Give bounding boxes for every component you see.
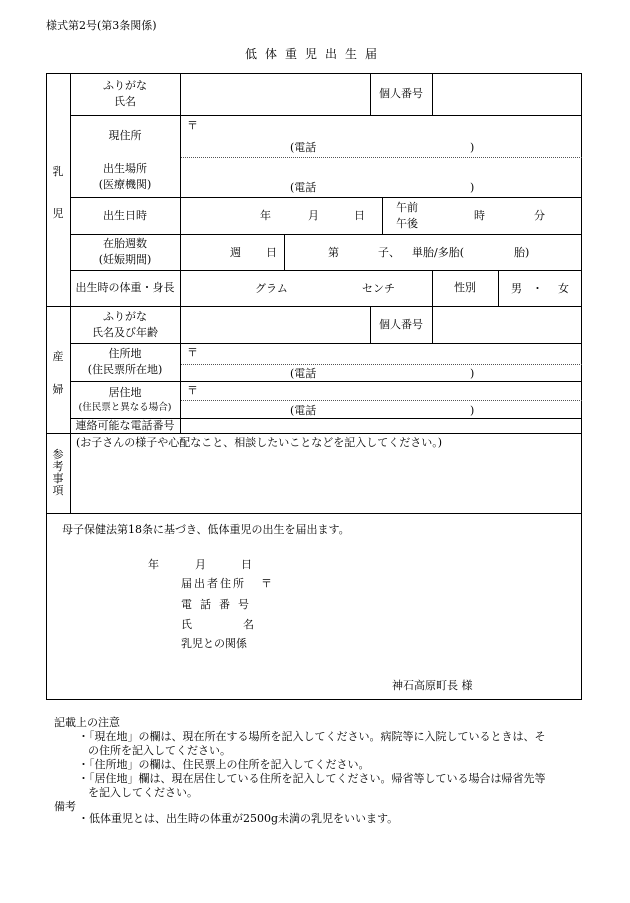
phone-close: ) <box>470 181 475 194</box>
cm-unit: センチ <box>362 282 395 295</box>
row-line-dotted <box>180 157 582 158</box>
birth-datetime-label: 出生日時 <box>103 208 147 222</box>
form-number: 様式第2号(第3条関係) <box>46 19 157 32</box>
note-line: ・「現在地」の欄は、現在所在する場所を記入してください。病院等に入院しているときは、そ <box>78 730 546 743</box>
order-prefix: 第 <box>328 246 339 259</box>
phone-number-label: 電話番号 <box>181 598 257 611</box>
phone-close: ) <box>470 367 475 380</box>
col-line <box>382 197 383 234</box>
address-text: 住所地 <box>108 347 142 361</box>
postal-mark: 〒 <box>187 119 198 132</box>
furigana-label: ふりがな <box>103 79 147 93</box>
phone-open: (電話 <box>290 404 317 417</box>
residence-text: 居住地 <box>108 385 142 399</box>
mother-name-label <box>70 306 180 343</box>
remarks-line: ・低体重児とは、出生時の体重が2500g未満の乳児をいいます。 <box>78 812 399 825</box>
postal-mark: 〒 <box>187 384 198 397</box>
days-unit: 日 <box>266 246 277 259</box>
section-mother-char2: 婦 <box>52 383 64 396</box>
sex-separator: ・ <box>532 282 543 295</box>
current-address-label: 現住所 <box>108 129 142 143</box>
date-year: 年 <box>148 558 159 571</box>
phone-close: ) <box>470 404 475 417</box>
date-day: 日 <box>241 558 252 571</box>
sex-male: 男 <box>511 282 522 295</box>
reporter-postal-mark: 〒 <box>261 577 272 590</box>
gestation-label <box>70 234 180 270</box>
infant-my-number-label: 個人番号 <box>379 87 423 101</box>
medical-inst-text: (医療機関) <box>98 178 152 191</box>
col-line <box>432 73 433 115</box>
col-line <box>284 234 285 270</box>
furigana-label: ふりがな <box>103 309 147 323</box>
ref-char: 項 <box>52 484 64 497</box>
residence-sub-text: (住民票と異なる場合) <box>78 401 172 413</box>
gestation-text: 在胎週数 <box>103 237 147 251</box>
year-unit: 年 <box>260 209 271 222</box>
reporter-address-label: 届出者住所 <box>181 577 246 590</box>
row-line-dotted <box>180 364 582 365</box>
day-unit: 日 <box>354 209 365 222</box>
form-title: 低体重児出生届 <box>244 47 385 61</box>
note-line: を記入してください。 <box>88 786 198 799</box>
note-line: ・「居住地」欄は、現在居住している住所を記入してください。帰省等している場合は帰省先等 <box>78 772 546 785</box>
am-label: 午前 <box>396 201 418 214</box>
grams-unit: グラム <box>255 282 288 295</box>
birth-weight-height-label: 出生時の体重・身長 <box>75 281 175 295</box>
reference-hint: (お子さんの様子や心配なこと、相談したいことなどを記入してください。) <box>76 436 443 449</box>
minute-unit: 分 <box>534 209 545 222</box>
sex-label: 性別 <box>454 281 476 295</box>
phone-close: ) <box>470 141 475 154</box>
address-label <box>70 343 180 381</box>
name-label: 氏名 <box>114 95 136 108</box>
ref-char: 考 <box>52 460 64 473</box>
note-line: の住所を記入してください。 <box>88 744 231 757</box>
name-label-a: 氏 <box>181 618 192 631</box>
pm-label: 午後 <box>396 217 418 230</box>
ref-char: 参 <box>52 448 64 461</box>
section-infant-char2: 児 <box>52 207 64 220</box>
mother-my-number-label: 個人番号 <box>379 317 423 331</box>
birthplace-label <box>70 157 180 197</box>
remarks-heading: 備考 <box>54 800 76 813</box>
note-line: ・「住所地」の欄は、住民票上の住所を記入してください。 <box>78 758 370 771</box>
phone-open: (電話 <box>290 367 317 380</box>
section-mother-char1: 産 <box>52 350 64 363</box>
section-infant-char1: 乳 <box>52 165 64 178</box>
col-line <box>180 73 181 433</box>
section-line <box>46 513 582 514</box>
residence-label <box>70 381 180 418</box>
order-suffix: 子、 <box>378 246 400 259</box>
pregnancy-period-text: (妊娠期間) <box>98 253 152 266</box>
multi-birth: 単胎/多胎( <box>412 246 464 259</box>
address-sub-text: (住民票所在地) <box>87 363 163 376</box>
birthplace-text: 出生場所 <box>103 162 147 176</box>
postal-mark: 〒 <box>187 346 198 359</box>
infant-name-label <box>70 73 180 115</box>
date-month: 月 <box>195 558 206 571</box>
multi-unit: 胎) <box>514 246 530 259</box>
contact-phone-label: 連絡可能な電話番号 <box>75 418 175 432</box>
weeks-unit: 週 <box>230 246 241 259</box>
col-line <box>498 270 499 306</box>
relation-label: 乳児との関係 <box>181 637 247 650</box>
ref-char: 事 <box>52 472 64 485</box>
declaration-text: 母子保健法第18条に基づき、低体重児の出生を届出ます。 <box>62 523 350 536</box>
phone-open: (電話 <box>290 141 317 154</box>
month-unit: 月 <box>308 209 319 222</box>
row-line-dotted <box>180 400 582 401</box>
section-reference <box>46 449 70 497</box>
hour-unit: 時 <box>474 209 485 222</box>
col-line <box>432 306 433 343</box>
name-label-b: 名 <box>243 618 254 631</box>
sex-female: 女 <box>558 282 569 295</box>
phone-open: (電話 <box>290 181 317 194</box>
name-age-label: 氏名及び年齢 <box>92 325 158 339</box>
recipient: 神石高原町長 様 <box>392 679 473 692</box>
notes-heading: 記載上の注意 <box>54 716 120 729</box>
